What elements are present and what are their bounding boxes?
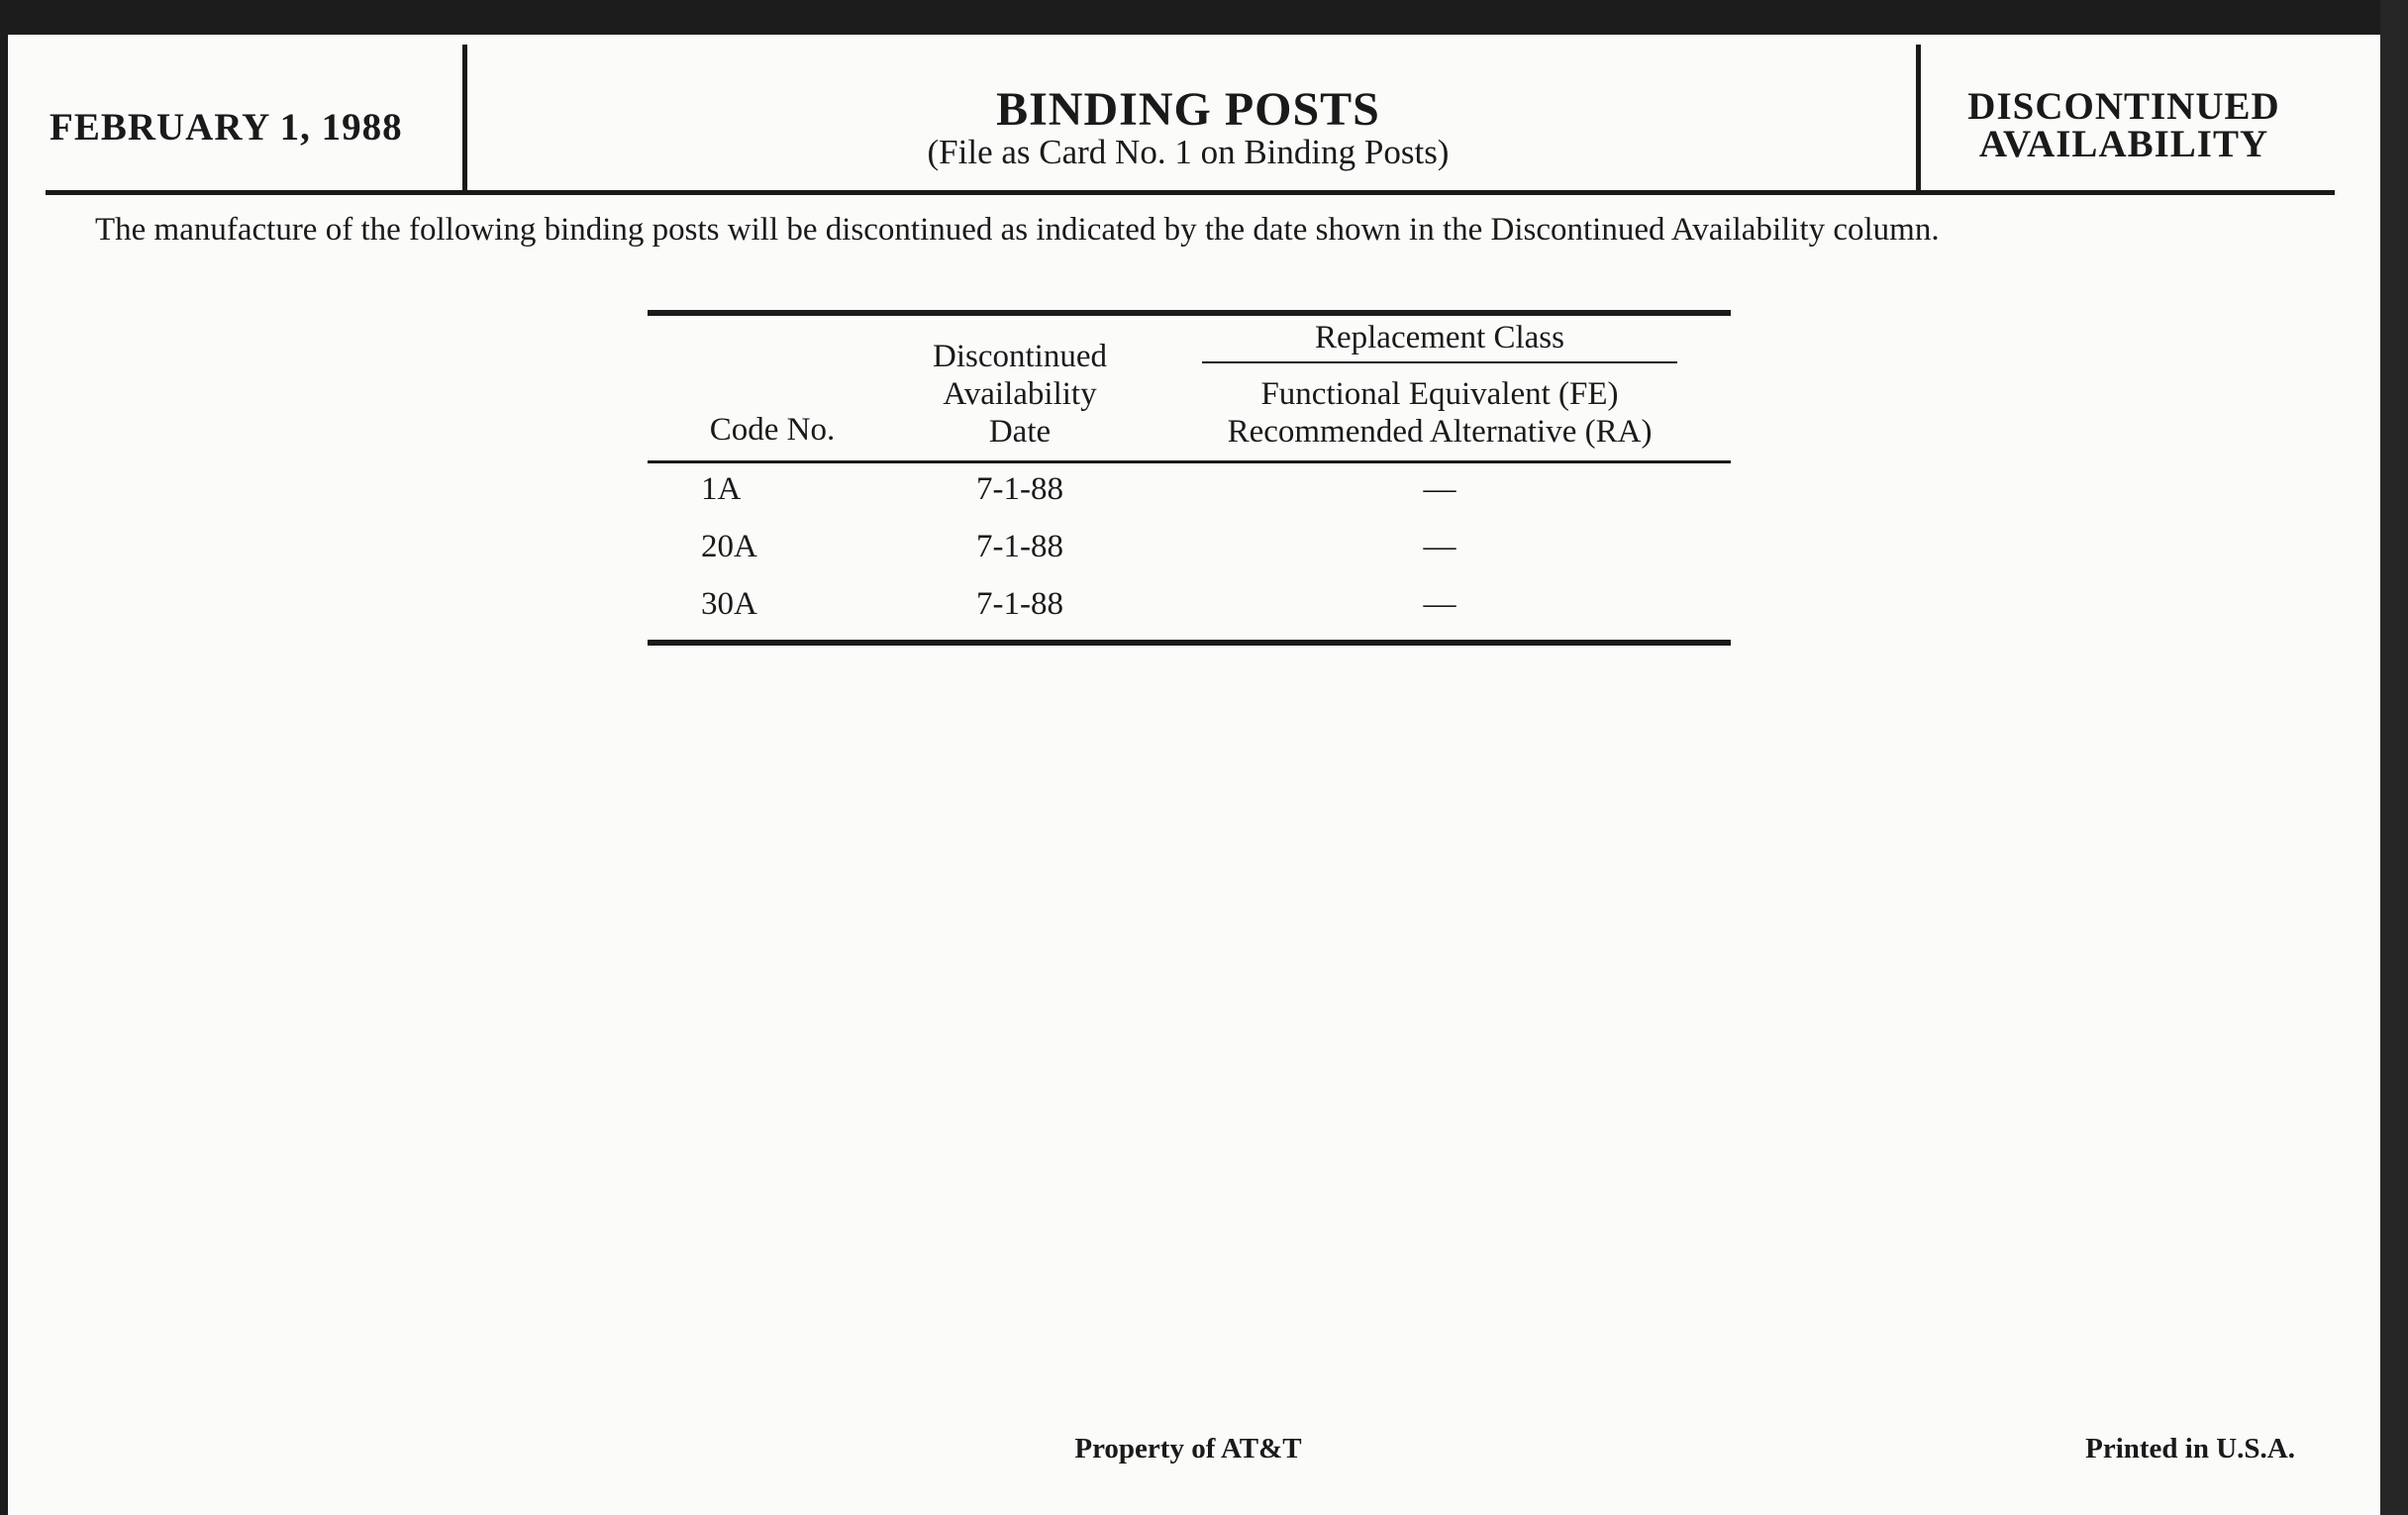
table-row-replacement: — bbox=[1423, 586, 1456, 622]
replacement-class-rule bbox=[1202, 361, 1677, 363]
footer-property: Property of AT&T bbox=[1074, 1433, 1302, 1464]
column-header-date bbox=[891, 338, 1149, 451]
page-title: BINDING POSTS bbox=[996, 83, 1380, 136]
header-status-line2: AVAILABILITY bbox=[1978, 123, 2269, 165]
header-rule bbox=[46, 190, 2335, 195]
table-top-rule bbox=[648, 310, 1731, 316]
table-bottom-rule bbox=[648, 640, 1731, 646]
scan-right-border bbox=[2380, 0, 2408, 1515]
table-row-replacement: — bbox=[1423, 529, 1456, 564]
column-group-replacement: Replacement Class bbox=[1314, 320, 1564, 355]
table-row-date: 7-1-88 bbox=[976, 586, 1063, 622]
table-row-replacement: — bbox=[1423, 471, 1456, 507]
table-row-code: 20A bbox=[701, 529, 757, 564]
column-header-date-line1: Discontinued bbox=[933, 339, 1107, 374]
intro-paragraph: The manufacture of the following binding posts will be discontinued as indicated by the date shown in the Discontinued Availability column. bbox=[95, 212, 1940, 248]
table-row-date: 7-1-88 bbox=[976, 529, 1063, 564]
table-row-date: 7-1-88 bbox=[976, 471, 1063, 507]
column-header-replacement-line2: Recommended Alternative (RA) bbox=[1227, 414, 1653, 450]
header-status-line1: DISCONTINUED bbox=[1967, 85, 2280, 128]
header-date: FEBRUARY 1, 1988 bbox=[50, 106, 403, 149]
footer-printed: Printed in U.S.A. bbox=[2085, 1433, 2295, 1464]
document-card bbox=[8, 35, 2380, 1515]
column-header-replacement bbox=[1182, 375, 1697, 451]
table-row-code: 1A bbox=[701, 471, 742, 507]
table-row-code: 30A bbox=[701, 586, 757, 622]
column-header-date-line2: Availability bbox=[943, 376, 1097, 412]
column-header-replacement-line1: Functional Equivalent (FE) bbox=[1260, 376, 1619, 412]
header-status bbox=[1921, 85, 2327, 165]
column-header-code: Code No. bbox=[709, 412, 836, 448]
scan-top-border bbox=[0, 0, 2408, 35]
table-header-rule bbox=[648, 460, 1731, 463]
column-header-date-line3: Date bbox=[988, 414, 1052, 450]
page-subtitle: (File as Card No. 1 on Binding Posts) bbox=[927, 133, 1450, 171]
